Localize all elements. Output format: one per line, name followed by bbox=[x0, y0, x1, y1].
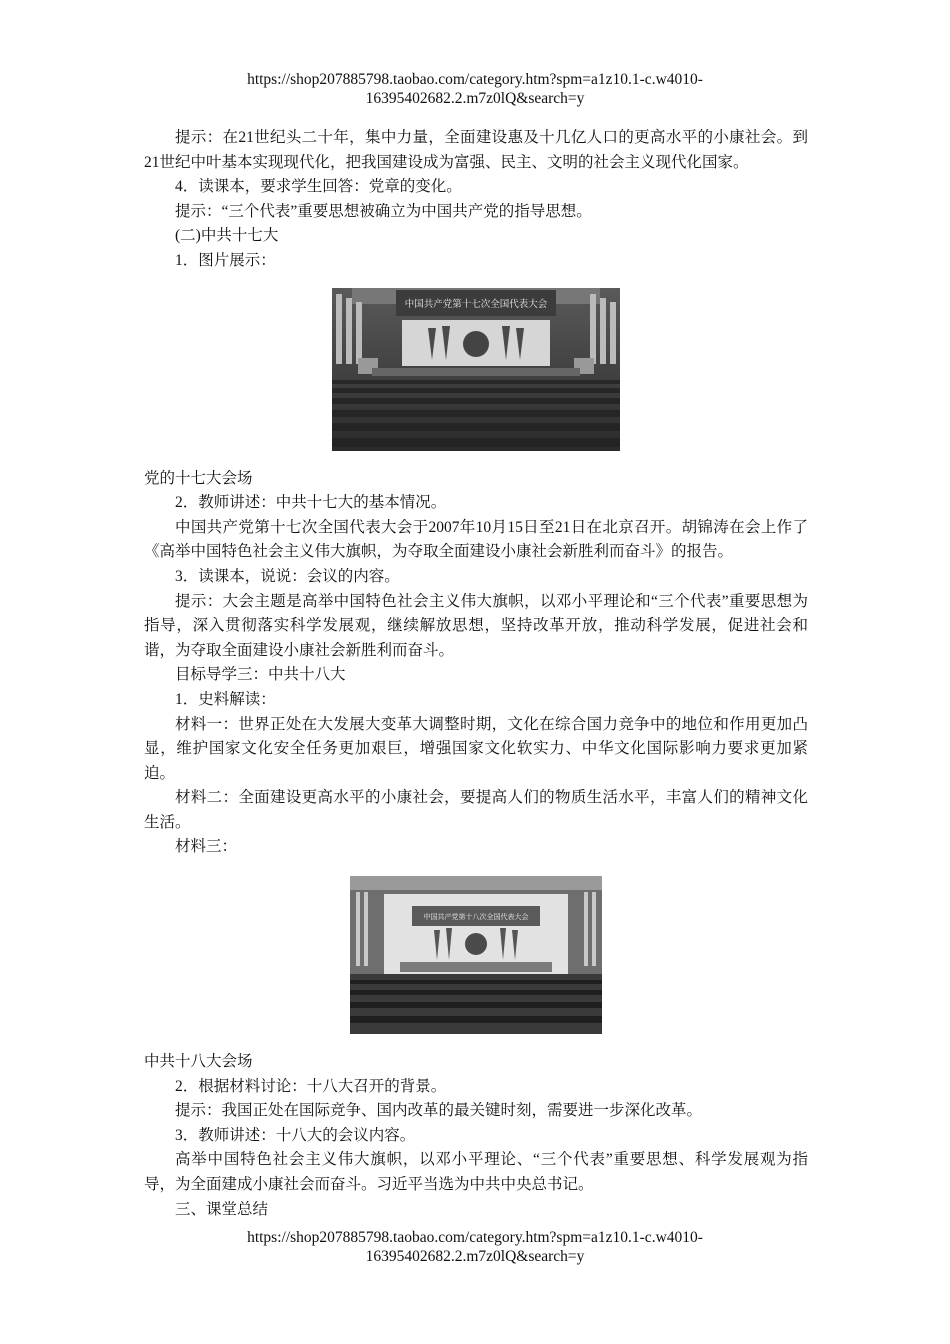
paragraph: 提示：我国正处在国际竞争、国内改革的最关键时刻，需要进一步深化改革。 bbox=[175, 1102, 703, 1120]
paragraph: 材料二：全面建设更高水平的小康社会，要提高人们的物质生活水平，丰富人们的精神文化生活。 bbox=[144, 789, 808, 831]
photo1-caption: 党的十七大会场 bbox=[144, 469, 253, 487]
paragraph: 材料一：世界正处在大发展大变革大调整时期，文化在综合国力竞争中的地位和作用更加凸显，维护国家文化安全任务更加艰巨，增强国家文化软实力、中华文化国际影响力要求更加紧迫。 bbox=[144, 715, 808, 782]
photo2-caption: 中共十八大会场 bbox=[144, 1053, 253, 1071]
footer-url-line-1: https://shop207885798.taobao.com/category.htm?spm=a1z10.1-c.w4010- bbox=[247, 1229, 703, 1246]
paragraph: 提示：在21世纪头二十年，集中力量，全面建设惠及十几亿人口的更高水平的小康社会。到21世纪中叶基本实现现代化，把我国建设成为富强、民主、文明的社会主义现代化国家。 bbox=[144, 129, 808, 171]
photo1-banner-text: 中国共产党第十七次全国代表大会 bbox=[404, 298, 548, 310]
header-url-line-2: 16395402682.2.m7z0lQ&search=y bbox=[365, 90, 585, 107]
section-heading: 目标导学三：中共十八大 bbox=[175, 666, 346, 684]
photo-18th-congress-hall bbox=[350, 876, 602, 1034]
photo-17th-congress-svg bbox=[332, 288, 620, 451]
page-header bbox=[0, 70, 950, 108]
paragraph: 高举中国特色社会主义伟大旗帜，以邓小平理论、“三个代表”重要思想、科学发展观为指导，为全面建成小康社会而奋斗。习近平当选为中共中央总书记。 bbox=[144, 1151, 808, 1194]
document-body bbox=[144, 126, 808, 1222]
photo2-banner-text: 中国共产党第十八次全国代表大会 bbox=[423, 913, 529, 922]
header-url-line-1: https://shop207885798.taobao.com/category.htm?spm=a1z10.1-c.w4010- bbox=[247, 71, 703, 88]
paragraph: 2．根据材料讨论：十八大召开的背景。 bbox=[175, 1077, 447, 1095]
section-heading: 三、课堂总结 bbox=[175, 1200, 269, 1218]
figure-17th-congress bbox=[144, 282, 808, 451]
section-heading: (二)中共十七大 bbox=[175, 227, 279, 245]
figure-18th-congress bbox=[144, 868, 808, 1034]
paragraph: 3．教师讲述：十八大的会议内容。 bbox=[175, 1126, 416, 1144]
paragraph: 1．图片展示： bbox=[175, 251, 276, 269]
page-footer bbox=[0, 1228, 950, 1266]
paragraph: 2．教师讲述：中共十七大的基本情况。 bbox=[175, 494, 447, 512]
paragraph: 提示：“三个代表”重要思想被确立为中国共产党的指导思想。 bbox=[175, 202, 592, 220]
photo-17th-congress-hall bbox=[332, 288, 620, 451]
photo-18th-congress-svg bbox=[350, 876, 602, 1034]
paragraph: 材料三： bbox=[175, 838, 238, 856]
paragraph: 提示：大会主题是高举中国特色社会主义伟大旗帜，以邓小平理论和“三个代表”重要思想为指导，深入贯彻落实科学发展观，继续解放思想，坚持改革开放，推动科学发展，促进社会和谐，为夺取全面建设小康社会新胜利而奋斗。 bbox=[144, 592, 808, 659]
footer-url-line-2: 16395402682.2.m7z0lQ&search=y bbox=[365, 1248, 585, 1265]
paragraph: 3．读课本，说说：会议的内容。 bbox=[175, 567, 400, 585]
paragraph: 1．史料解读： bbox=[175, 690, 276, 708]
paragraph: 4．读课本，要求学生回答：党章的变化。 bbox=[175, 178, 462, 196]
paragraph: 中国共产党第十七次全国代表大会于2007年10月15日至21日在北京召开。胡锦涛在会上作了《高举中国特色社会主义伟大旗帜，为夺取全面建设小康社会新胜利而奋斗》的报告。 bbox=[144, 518, 808, 561]
